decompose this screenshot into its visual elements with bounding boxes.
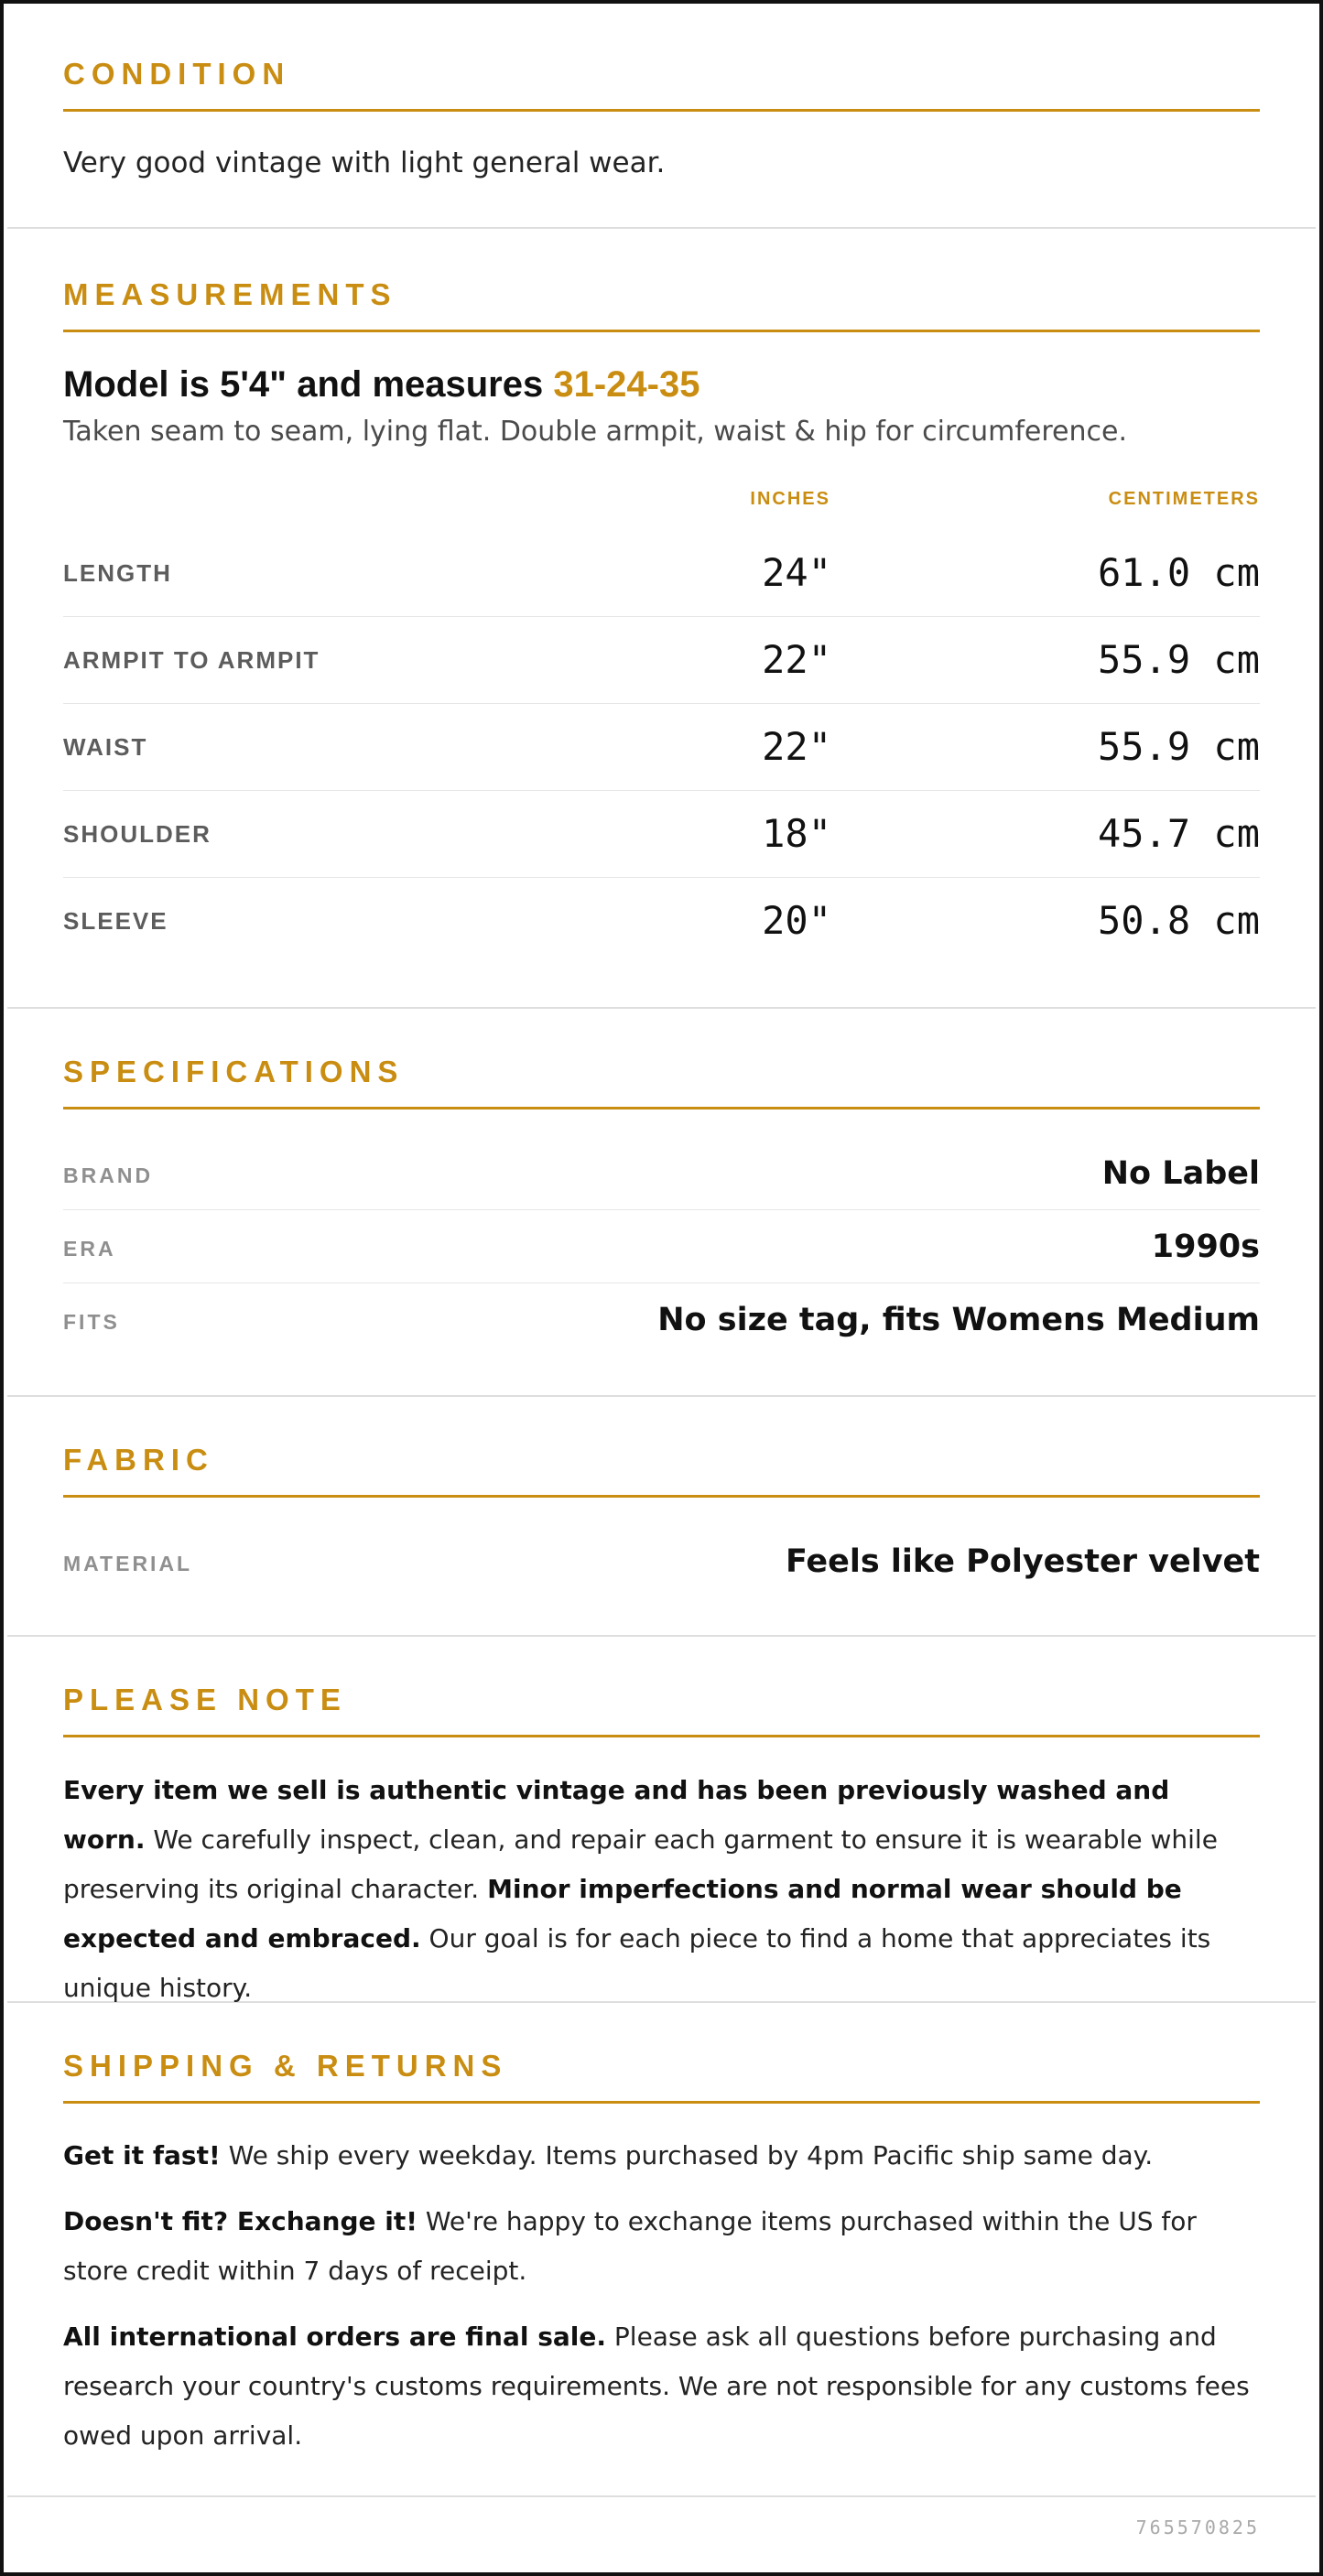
shipping-text-2: We're happy to exchange items purchased within the US for store credit within 7 days of receipt. xyxy=(63,2206,1197,2286)
measurement-row-sleeve xyxy=(63,878,1260,965)
fabric-label: MATERIAL xyxy=(63,1552,193,1575)
condition-text: Very good vintage with light general wear. xyxy=(63,146,666,179)
spec-label: ERA xyxy=(63,1237,116,1261)
condition-section xyxy=(7,7,1316,229)
shipping-text-1: We ship every weekday. Items purchased by 4pm Pacific ship same day. xyxy=(220,2140,1154,2170)
measurement-label: SLEEVE xyxy=(63,907,168,935)
measurement-row-shoulder xyxy=(63,791,1260,878)
measurement-note: Taken seam to seam, lying flat. Double armpit, waist & hip for circumference. xyxy=(63,416,1128,448)
fabric-value: Feels like Polyester velvet xyxy=(785,1543,1260,1580)
please-note-text-1: We carefully inspect, clean, and repair each garment to ensure it is wearable while preserving its original character. xyxy=(63,1824,1218,1904)
measurement-inches: 18" xyxy=(762,811,831,856)
measurement-row-length xyxy=(63,530,1260,617)
please-note-bold-2: Minor imperfections and normal wear should be expected and embraced. xyxy=(63,1874,1182,1954)
measurement-inches: 22" xyxy=(762,637,831,682)
measurement-centimeters: 45.7 cm xyxy=(1097,811,1260,856)
measurement-inches: 20" xyxy=(762,898,831,943)
spec-label: BRAND xyxy=(63,1164,154,1187)
please-note-bold-1: Every item we sell is authentic vintage and has been previously washed and worn. xyxy=(63,1775,1170,1855)
shipping-text-3: Please ask all questions before purchasing and research your country's customs requirements. We are not responsible for any customs fees owed upon arrival. xyxy=(63,2322,1250,2451)
shipping-section xyxy=(7,2001,1316,2497)
measurements-section xyxy=(7,227,1316,1009)
measurement-label: WAIST xyxy=(63,733,148,761)
measurement-label: ARMPIT TO ARMPIT xyxy=(63,646,320,674)
shipping-bold-3: All international orders are final sale. xyxy=(63,2322,607,2352)
model-measures-prefix: Model is 5'4" and measures xyxy=(63,364,554,405)
please-note-title: PLEASE NOTE xyxy=(63,1683,1260,1737)
spec-row-fits xyxy=(63,1283,1260,1357)
shipping-bold-1: Get it fast! xyxy=(63,2140,221,2170)
shipping-paragraph-1 xyxy=(63,2131,1260,2181)
spec-value: No Label xyxy=(1101,1155,1260,1192)
measurement-inches: 24" xyxy=(762,550,831,595)
measurement-centimeters: 55.9 cm xyxy=(1097,724,1260,769)
please-note-section xyxy=(7,1635,1316,2003)
model-measures-value: 31-24-35 xyxy=(553,364,700,405)
spec-row-brand xyxy=(63,1137,1260,1210)
measurement-label: LENGTH xyxy=(63,559,172,587)
measurement-label: SHOULDER xyxy=(63,820,211,848)
please-note-text-2: Our goal is for each piece to find a home that appreciates its unique history. xyxy=(63,1923,1211,2003)
shipping-bold-2: Doesn't fit? Exchange it! xyxy=(63,2206,418,2236)
measurements-title: MEASUREMENTS xyxy=(63,277,1260,332)
measurement-row-armpit xyxy=(63,617,1260,704)
measurement-inches: 22" xyxy=(762,724,831,769)
specifications-section xyxy=(7,1007,1316,1397)
column-header-centimeters: CENTIMETERS xyxy=(1108,489,1260,509)
please-note-paragraph xyxy=(63,1766,1260,2013)
shipping-title: SHIPPING & RETURNS xyxy=(63,2049,1260,2104)
product-id: 765570825 xyxy=(1135,2516,1260,2538)
specifications-title: SPECIFICATIONS xyxy=(63,1055,1260,1109)
model-measures-line xyxy=(63,364,699,406)
measurement-centimeters: 50.8 cm xyxy=(1097,898,1260,943)
spec-value: 1990s xyxy=(1151,1228,1260,1265)
shipping-paragraph-3 xyxy=(63,2312,1260,2461)
measurement-row-waist xyxy=(63,704,1260,791)
spec-label: FITS xyxy=(63,1310,120,1334)
measurement-centimeters: 55.9 cm xyxy=(1097,637,1260,682)
spec-value: No size tag, fits Womens Medium xyxy=(657,1302,1260,1338)
fabric-title: FABRIC xyxy=(63,1443,1260,1498)
condition-title: CONDITION xyxy=(63,57,1260,112)
measurement-centimeters: 61.0 cm xyxy=(1097,550,1260,595)
spec-row-era xyxy=(63,1210,1260,1283)
fabric-row-material xyxy=(63,1525,1260,1598)
shipping-paragraph-2 xyxy=(63,2197,1260,2296)
fabric-section xyxy=(7,1395,1316,1637)
column-header-inches: INCHES xyxy=(750,489,830,509)
